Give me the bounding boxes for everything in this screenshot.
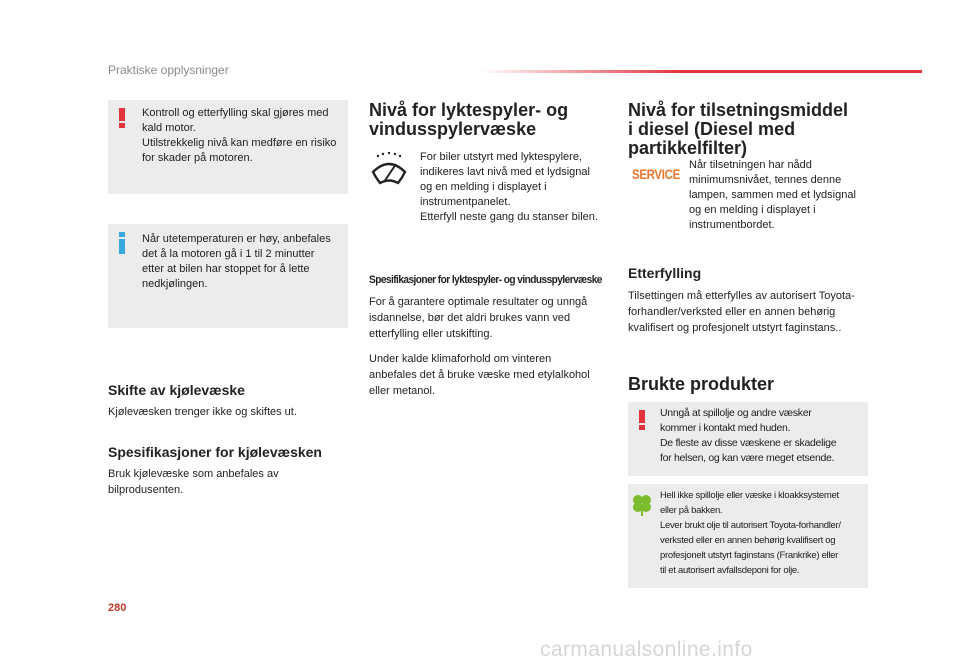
environment-box <box>628 484 868 588</box>
coolant-spec-title: Spesifikasjoner for kjølevæsken <box>108 444 322 460</box>
coolant-change-title: Skifte av kjølevæske <box>108 382 245 398</box>
header-rule <box>480 70 922 73</box>
warning-box <box>108 100 348 194</box>
leaf-icon <box>632 494 652 516</box>
page-number: 280 <box>108 602 127 614</box>
used-products-warning-box <box>628 402 868 476</box>
info-text: Når utetemperaturen er høy, anbefales det å la motoren gå i 1 til 2 minutter etter at bilen har stoppet for å lette nedkjølingen. <box>142 233 331 290</box>
refill-text: Tilsettingen må etterfylles av autorisert Toyota- forhandler/verksted eller en annen behørig kvalifisert og profesjonelt utstyrt faginstans.. <box>628 290 855 334</box>
watermark: carmanualsonline.info <box>540 638 753 661</box>
washer-spec-text-1: For å garantere optimale resultater og unngå isdannelse, bør det aldri brukes vann ved etterfylling eller utskifting. <box>369 296 588 340</box>
washer-fluid-title: Nivå for lyktespyler- og vindusspylervæske <box>369 100 569 139</box>
service-warning-icon <box>632 166 680 182</box>
section-title: Praktiske opplysninger <box>108 63 229 77</box>
warning-exclamation-icon <box>118 108 126 128</box>
environment-text: Hell ikke spillolje eller væske i kloakksystemet eller på bakken. Lever brukt olje til autorisert Toyota-forhandler/ verksted eller en annen behørig kvalifisert og profesjonelt utstyrt faginstans (Frankrike) eller til et autorisert avfallsdeponi for olje. <box>660 490 841 576</box>
washer-spec-title: Spesifikasjoner for lyktespyler- og vindusspylervæske <box>369 274 602 286</box>
washer-fluid-text: For biler utstyrt med lyktespylere, indikeres lavt nivå med et lydsignal og en melding i displayet i instrumentpanelet. Etterfyll neste gang du stanser bilen. <box>420 151 598 223</box>
washer-fluid-icon <box>370 152 408 186</box>
refill-title: Etterfylling <box>628 265 702 281</box>
diesel-additive-title: Nivå for tilsetningsmiddel i diesel (Diesel med partikkelfilter) <box>628 100 849 158</box>
info-box <box>108 224 348 328</box>
used-products-warning-text: Unngå at spillolje og andre væsker kommer i kontakt med huden. De fleste av disse væskene er skadelige for helsen, og kan være meget etsende. <box>660 407 837 464</box>
service-text: Når tilsetningen har nådd minimumsnivået, tennes denne lampen, sammen med et lydsignal og en melding i displayet i instrumentbordet. <box>689 159 856 231</box>
service-label: SERVICE <box>632 166 680 182</box>
coolant-change-text: Kjølevæsken trenger ikke og skiftes ut. <box>108 406 297 418</box>
used-products-title: Brukte produkter <box>628 374 775 394</box>
warning-text: Kontroll og etterfylling skal gjøres med kald motor. Utilstrekkelig nivå kan medføre en risiko for skader på motoren. <box>142 107 337 164</box>
warning-exclamation-icon <box>638 410 646 430</box>
washer-spec-text-2: Under kalde klimaforhold om vinteren anbefales det å bruke væske med etylalkohol eller metanol. <box>369 353 590 397</box>
coolant-spec-text: Bruk kjølevæske som anbefales av bilprodusenten. <box>108 468 279 496</box>
info-icon <box>118 232 126 254</box>
